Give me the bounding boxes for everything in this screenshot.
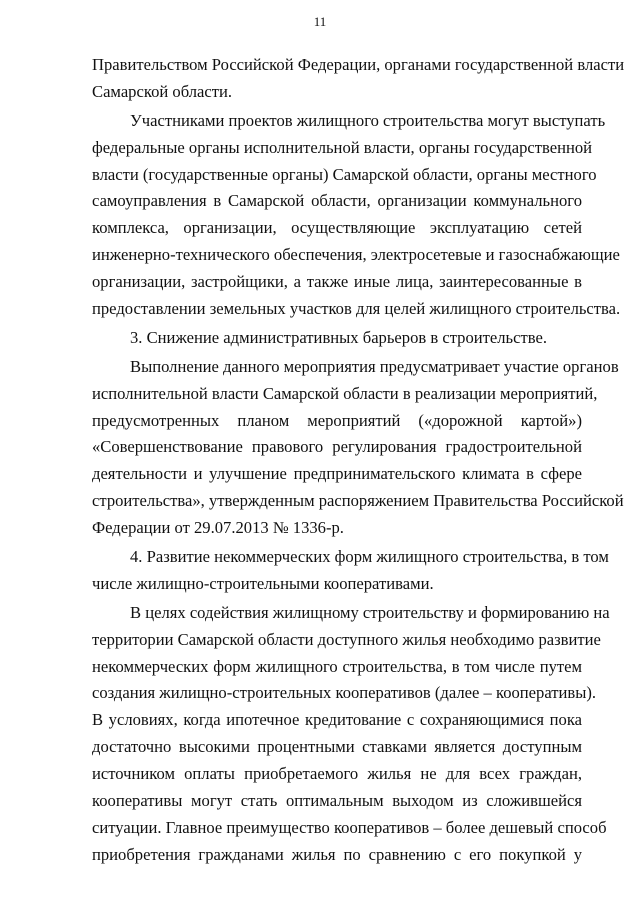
text-line: В условиях, когда ипотечное кредитование с сохраняющимися пока (92, 710, 582, 730)
text-line: предоставлении земельных участков для целей жилищного строительства. (92, 299, 621, 319)
text-line: территории Самарской области доступного жилья необходимо развитие (92, 629, 601, 649)
paragraph-continuation (92, 52, 625, 106)
text-line: кооперативы могут стать оптимальным выходом из сложившейся (92, 791, 582, 811)
text-line: 4. Развитие некоммерческих форм жилищного строительства, в том (130, 547, 609, 567)
text-line: самоуправления в Самарской области, организации коммунального (92, 191, 582, 211)
text-line: организации, застройщики, а также иные лица, заинтересованные в (92, 272, 582, 292)
text-line: власти (государственные органы) Самарской области, органы местного (92, 164, 597, 184)
text-line: деятельности и улучшение предпринимательского климата в сфере (92, 464, 582, 484)
text-line: источником оплаты приобретаемого жилья не для всех граждан, (92, 764, 582, 784)
text-line: Участниками проектов жилищного строительства могут выступать (130, 110, 606, 130)
section-heading-3 (92, 325, 582, 352)
text-line: некоммерческих форм жилищного строительства, в том числе путем (92, 656, 582, 676)
text-line: инженерно-технического обеспечения, электросетевые и газоснабжающие (92, 245, 620, 265)
text-line: исполнительной власти Самарской области в реализации мероприятий, (92, 383, 598, 403)
text-line: числе жилищно-строительными кооперативами. (92, 573, 434, 593)
text-line: достаточно высокими процентными ставками является доступным (92, 737, 582, 757)
text-line: федеральные органы исполнительной власти, органы государственной (92, 137, 593, 157)
text-line: 3. Снижение административных барьеров в строительстве. (130, 327, 547, 347)
paragraph-cooperatives (92, 600, 610, 869)
text-line: предусмотренных планом мероприятий («дорожной картой») (92, 410, 582, 430)
text-line: приобретения гражданами жилья по сравнению с его покупкой у (92, 844, 582, 864)
text-line: В целях содействия жилищному строительству и формированию на (130, 602, 610, 622)
text-line: Самарской области. (92, 81, 233, 101)
text-line: создания жилищно-строительных кооперативов (далее – кооперативы). (92, 683, 597, 703)
paragraph-participants (92, 108, 621, 323)
text-line: строительства», утвержденным распоряжением Правительства Российской (92, 491, 624, 511)
page-number: 11 (313, 14, 327, 29)
document-body (92, 52, 625, 869)
text-line: Федерации от 29.07.2013 № 1336-р. (92, 518, 344, 538)
paragraph-implementation (92, 354, 624, 542)
section-heading-4 (92, 544, 609, 598)
text-line: Выполнение данного мероприятия предусматривает участие органов (130, 356, 619, 376)
text-line: «Совершенствование правового регулирования градостроительной (92, 437, 582, 457)
text-line: комплекса, организации, осуществляющие эксплуатацию сетей (92, 218, 582, 238)
text-line: ситуации. Главное преимущество кооперативов – более дешевый способ (92, 817, 607, 837)
text-line: Правительством Российской Федерации, органами государственной власти (92, 55, 625, 74)
